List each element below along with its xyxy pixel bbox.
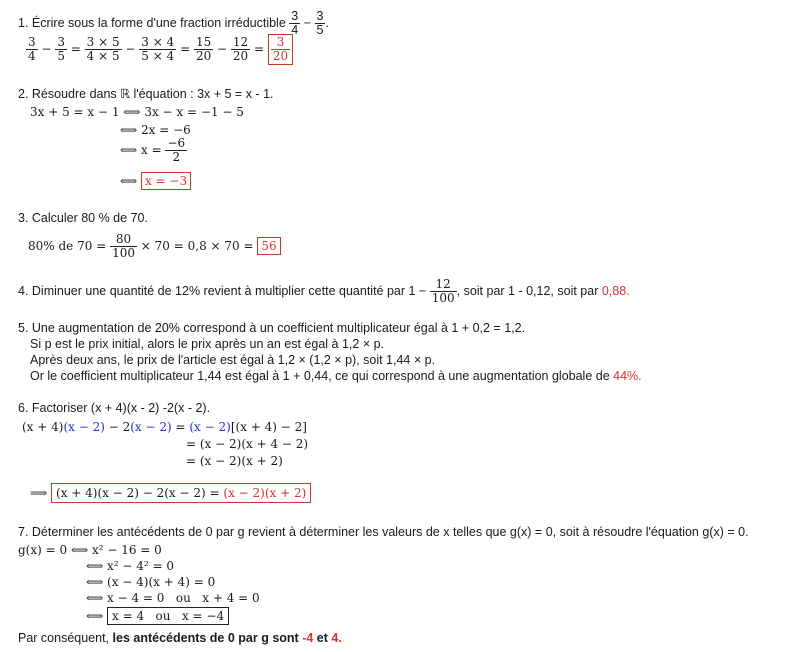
q2-step-1: 3x + 5 = x − 1 ⟺ 3x − x = −1 − 5 [30,105,244,119]
numerator: −6 [167,136,186,150]
fraction [194,36,213,63]
q3-computation [28,233,281,260]
question-6: 6. Factoriser (x + 4)(x - 2) -2(x - 2). [18,401,211,415]
numerator: 3 × 5 [86,35,120,49]
operator: − [303,15,312,30]
implies-arrow: ⟹ [30,486,48,500]
period: . [325,15,329,30]
denominator: 100 [431,291,455,305]
bracket-expr: [(x + 4) − 2] [230,420,307,434]
numerator: 3 × 4 [141,35,175,49]
denominator: 2 [172,150,181,164]
q7-step-1: g(x) = 0 ⟺ x² − 16 = 0 [18,543,162,557]
numerator: 12 [232,35,249,49]
q6-answer-box [51,483,311,503]
denominator: 5 × 4 [141,49,175,63]
q2-step-4 [120,174,191,188]
question-4 [18,278,630,305]
factor: (x + 4) [22,420,64,434]
common-factor: (x − 2) [189,420,231,434]
denominator: 20 [232,49,249,63]
numerator: 80 [110,233,137,247]
q5-line-2: Si p est le prix initial, alors le prix après un an est égal à 1,2 × p. [30,337,385,351]
equals: = [171,420,190,434]
q2-step-3 [120,137,187,164]
q1-statement: 1. Écrire sous la forme d'une fraction irréductible [18,15,286,30]
question-3: 3. Calculer 80 % de 70. [18,211,148,225]
fraction [289,10,300,37]
q3-answer-box: 56 [257,237,280,255]
fraction [55,36,67,63]
q5-text: Or le coefficient multiplicateur 1,44 est égal à 1 + 0,44, ce qui correspond à une augmentation globale de [30,369,610,383]
common-factor: (x − 2) [130,420,172,434]
q4-text: 4. Diminuer une quantité de 12% revient à multiplier cette quantité par 1 − [18,283,427,298]
answer-value: -4 [302,631,314,645]
step-prefix: ⟺ x = [120,143,162,157]
answer-value: 4. [331,631,342,645]
q7-conclusion [18,630,342,646]
fraction [26,36,38,63]
question-1 [18,10,329,37]
q4-answer: 0,88. [601,283,630,298]
q2-step-2: ⟺ 2x = −6 [120,123,191,137]
q1-answer-box [268,34,293,65]
conclusion-prefix: Par conséquent, [18,631,110,645]
q7-step-2: ⟺ x² − 4² = 0 [86,559,175,573]
q7-step-4: ⟺ x − 4 = 0 ou x + 4 = 0 [86,591,260,605]
expr-suffix: × 70 = 0,8 × 70 = [140,239,254,253]
q6-step-1 [22,420,307,434]
fraction [430,278,457,305]
expression: (x + 4)(x − 2) − 2(x − 2) = [56,486,224,500]
term: − 2 [104,420,131,434]
question-7: 7. Déterminer les antécédents de 0 par g revient à déterminer les valeurs de x telles que g(x) = 0, soit à résoudre l'équation g(x) = 0. [18,525,749,539]
conclusion-bold: les antécédents de 0 par g sont [112,631,299,645]
equivalence-arrow: ⟺ [120,174,138,188]
conjunction: et [316,631,328,645]
denominator: 4 × 5 [86,49,120,63]
q5-line-3: Après deux ans, le prix de l'article est égal à 1,2 × (1,2 × p), soit 1,44 × p. [30,353,436,367]
q5-answer: 44%. [613,369,642,383]
numerator: 3 [271,36,290,50]
question-2: 2. Résoudre dans ℝ l'équation : 3x + 5 = x - 1. [18,87,274,101]
q6-step-2: = (x − 2)(x + 4 − 2) [186,437,309,451]
fraction [139,36,176,63]
answer-fraction [271,36,290,63]
question-5: 5. Une augmentation de 20% correspond à un coefficient multiplicateur égal à 1 + 0,2 = 1,2. [18,321,526,335]
numerator: 3 [57,35,65,49]
fraction [315,9,329,37]
denominator: 4 [291,23,299,37]
fraction [85,36,122,63]
numerator: 3 [291,9,299,23]
expr-prefix: 80% de 70 = [28,239,107,253]
denominator: 100 [112,246,135,260]
fraction [110,233,137,260]
q1-computation: $\frac{3}{4}$ − $\frac{3}{5}$ = $\frac{3 \times 5}{4 \times 5}$ − $\frac{3 \times 4}{5 \times 4}$ = $\frac{15}{20}$ − $\frac{12}{20}$ = $\frac{3}{20}$ [26,34,293,65]
q6-result [30,486,311,500]
q2-answer-box: x = −3 [141,172,191,190]
factored-form: (x − 2)(x + 2) [223,486,307,500]
q4-text-cont: , soit par 1 - 0,12, soit par [456,283,599,298]
common-factor: (x − 2) [63,420,105,434]
denominator: 5 [316,23,324,37]
numerator: 3 [316,9,324,23]
q6-step-3: = (x − 2)(x + 2) [186,454,283,468]
q7-step-5 [86,609,229,623]
q7-answer-box: x = 4 ou x = −4 [107,607,229,625]
denominator: 4 [28,49,36,63]
numerator: 12 [430,278,457,292]
q5-line-4 [30,368,642,384]
numerator: 15 [195,35,212,49]
denominator: 5 [57,49,65,63]
fraction [165,137,187,164]
denominator: 20 [195,49,212,63]
equivalence-arrow: ⟺ [86,609,104,623]
fraction [231,36,250,63]
denominator: 20 [272,49,289,63]
numerator: 3 [28,35,36,49]
q7-step-3: ⟺ (x − 4)(x + 4) = 0 [86,575,216,589]
